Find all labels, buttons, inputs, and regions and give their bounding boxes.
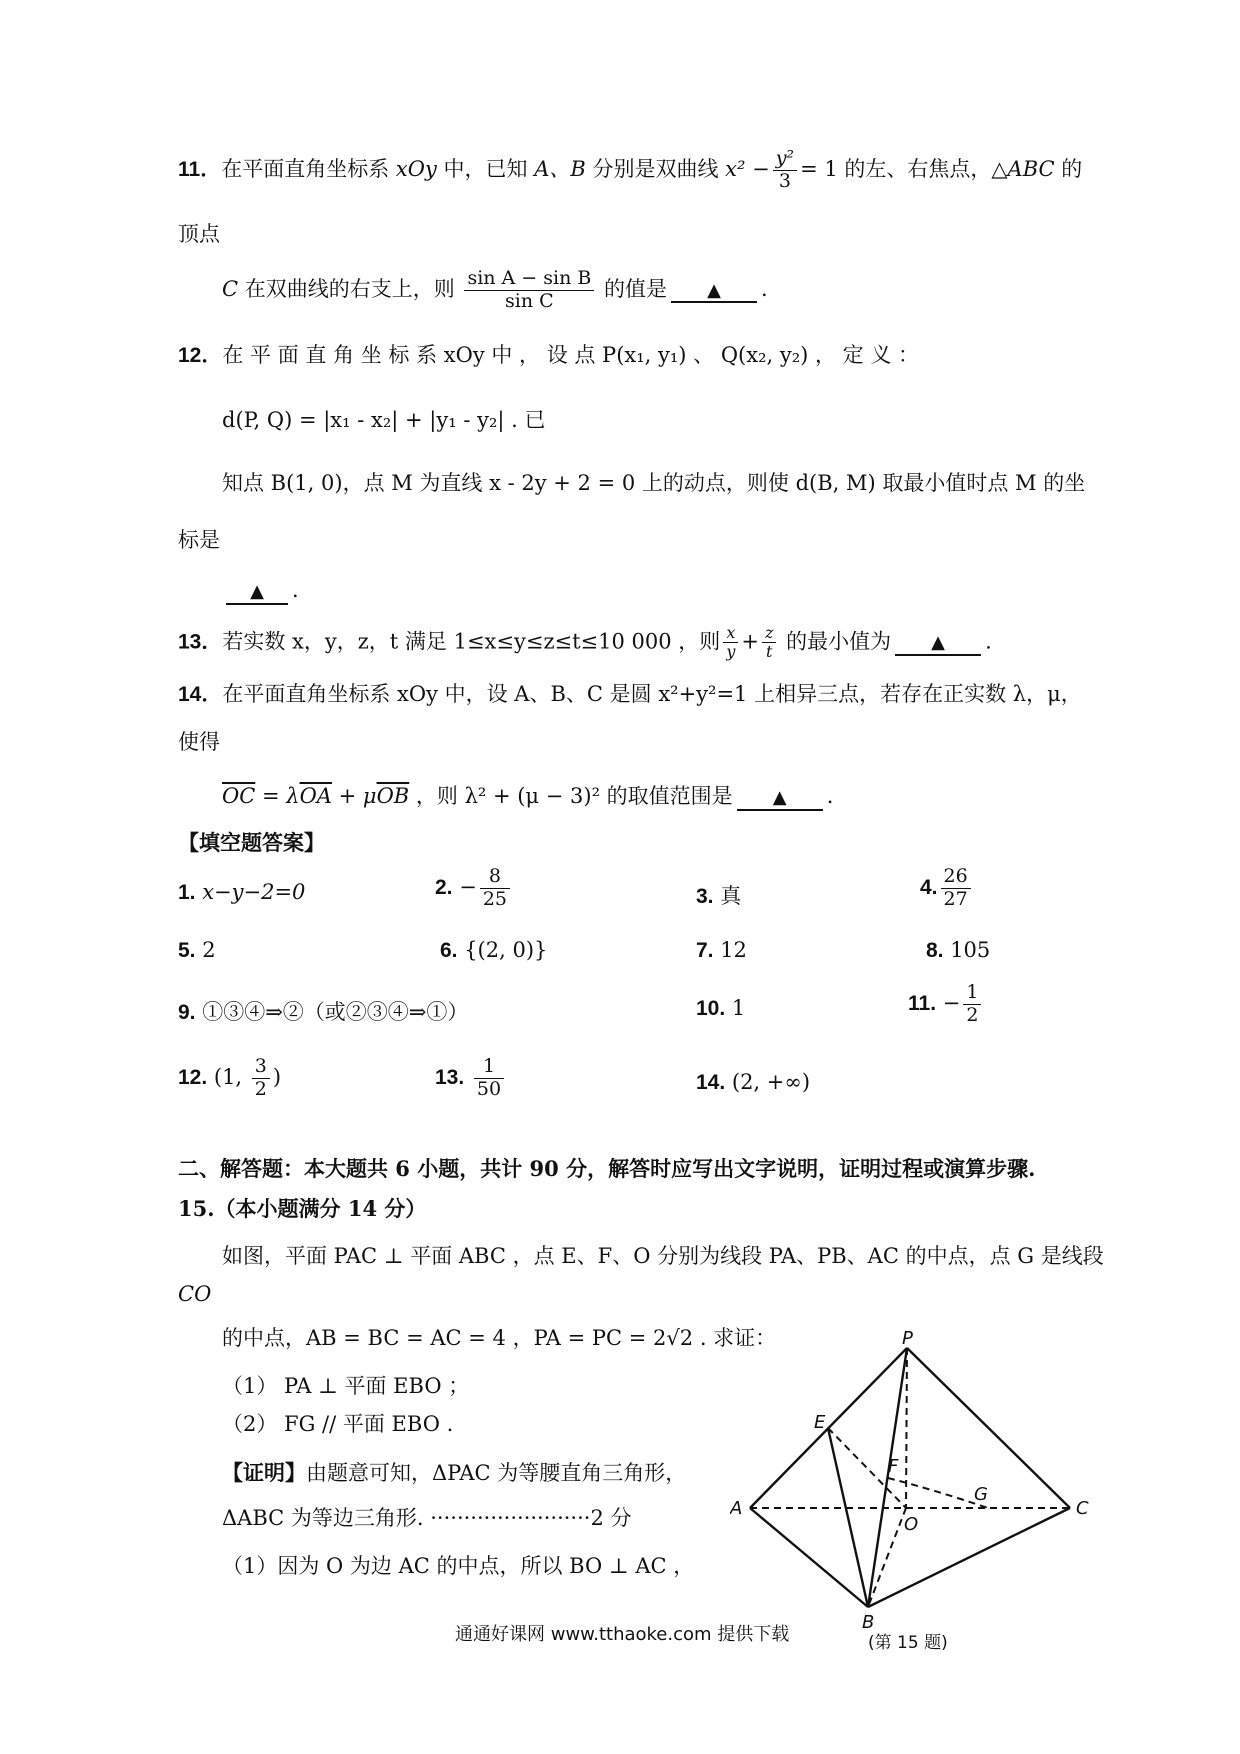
answer-4-num: 4. — [920, 875, 938, 899]
answer-2-sign: − — [459, 874, 477, 899]
answer-12-frac-den: 2 — [254, 1077, 267, 1100]
answer-12-frac — [252, 1056, 270, 1101]
answer-10-num: 10. — [696, 997, 726, 1020]
answer-12-frac-num: 3 — [252, 1056, 270, 1079]
answer-14 — [696, 1070, 810, 1095]
q13-plus: + — [741, 629, 759, 654]
label-g: G — [974, 1484, 988, 1505]
q11-answer-blank: ▲ — [671, 280, 757, 304]
segment-fg — [888, 1478, 988, 1508]
q12-line3: 知点 B(1, 0)，点 M 为直线 x - 2y + 2 = 0 上的动点，则使 d(B, M) 取最小值时点 M 的坐 — [222, 471, 1086, 495]
q11-line3-b: 的值是 — [597, 276, 668, 301]
answer-8-num: 8. — [926, 939, 944, 962]
answer-13 — [435, 1056, 507, 1101]
answer-11-frac-den: 2 — [966, 1003, 979, 1026]
answer-6-val: {(2, 0)} — [457, 938, 548, 962]
answer-2 — [435, 866, 513, 911]
edge-pb — [868, 1348, 907, 1607]
answer-2-num: 2. — [435, 875, 453, 899]
answer-11 — [908, 982, 984, 1027]
q11-frac2-den: sin C — [505, 289, 554, 312]
q12-end: . — [292, 578, 299, 602]
q14-line3 — [222, 784, 833, 811]
q14-eq2: + μ — [331, 784, 377, 808]
answer-14-num: 14. — [696, 1071, 726, 1094]
answer-7 — [696, 938, 747, 963]
answer-3-num: 3. — [696, 885, 714, 908]
q14-number: 14． — [178, 683, 223, 706]
q14-vec-ob: $\overline{OB}$ — [376, 784, 410, 808]
q13-number: 13． — [178, 630, 223, 654]
answer-1 — [178, 880, 305, 905]
q12-line1 — [178, 343, 919, 368]
q14-end: . — [826, 784, 834, 808]
answer-4-frac-den: 27 — [943, 887, 968, 910]
answer-10 — [696, 996, 745, 1021]
answer-3-val: 真 — [713, 884, 742, 908]
q14-answer-blank: ▲ — [737, 787, 823, 811]
q13-line — [178, 624, 992, 662]
answer-8-val: 105 — [943, 938, 991, 962]
q11-number: 11． — [178, 157, 222, 181]
q11-line3 — [222, 268, 768, 313]
answer-2-frac-num: 8 — [480, 866, 510, 889]
answer-5-num: 5. — [178, 939, 196, 962]
q13-text-a: 若实数 x，y，z，t 满足 1≤x≤y≤z≤t≤10 000 ，则 — [222, 629, 721, 654]
segment-po — [906, 1348, 907, 1508]
segment-eb — [828, 1428, 868, 1607]
figure-caption: (第 15 题) — [868, 1633, 948, 1653]
q15-title: 15.（本小题满分 14 分） — [178, 1196, 427, 1221]
q15-proof1 — [222, 1460, 686, 1486]
answer-5 — [178, 938, 216, 963]
label-e: E — [814, 1412, 826, 1433]
edge-pc — [907, 1348, 1070, 1508]
q15-line1b: CO — [178, 1282, 212, 1306]
answer-6-num: 6. — [440, 939, 458, 962]
q12-line2: d(P, Q) = |x₁ - x₂| + |y₁ - y₂| . 已 — [222, 408, 546, 432]
q11-var-xoy: xOy — [395, 156, 437, 181]
answer-9-val: ①③④⇒②（或②③④⇒①） — [195, 1000, 469, 1024]
answer-3 — [696, 880, 741, 910]
label-f: F — [888, 1456, 899, 1477]
q11-text-b: 中，已知 — [436, 156, 535, 181]
label-a: A — [730, 1498, 743, 1519]
q14-text-1: 在平面直角坐标系 xOy 中，设 A、B、C 是圆 x²+y²=1 上相异三点，若存在正实数 λ，μ， — [222, 682, 1082, 706]
answer-12 — [178, 1056, 281, 1101]
q11-text-d: 的左、右焦点，△ — [837, 156, 1008, 181]
answer-11-frac — [963, 982, 981, 1027]
answer-1-val: x−y−2=0 — [195, 880, 306, 904]
q12-answer-blank: ▲ — [226, 581, 288, 605]
answer-13-frac-den: 50 — [476, 1077, 502, 1100]
q11-frac-den: 3 — [778, 169, 791, 192]
answer-2-frac — [480, 866, 510, 911]
q11-eq-right: = 1 — [800, 156, 838, 181]
answer-2-frac-den: 25 — [482, 887, 507, 910]
q14-line1 — [178, 682, 1082, 707]
answer-13-frac — [474, 1056, 504, 1101]
q15-proof1-text: 由题意可知，ΔPAC 为等腰直角三角形， — [306, 1461, 687, 1485]
answer-13-frac-num: 1 — [474, 1056, 504, 1079]
geometry-figure — [730, 1330, 1100, 1630]
answer-4-frac — [941, 866, 971, 911]
part2-heading: 二、解答题：本大题共 6 小题，共计 90 分，解答时应写出文字说明，证明过程或演算步骤. — [178, 1156, 1036, 1181]
page-footer: 通通好课网 www.tthaoke.com 提供下载 — [455, 1624, 790, 1645]
q14-line2: 使得 — [178, 730, 220, 754]
label-b: B — [862, 1612, 875, 1630]
q15-proof2: ΔABC 为等边三角形. ························2 分 — [222, 1506, 632, 1530]
answer-10-val: 1 — [725, 996, 746, 1020]
q11-var-c: C — [222, 276, 239, 301]
q13-end: . — [985, 629, 992, 654]
q11-var-abc: ABC — [1007, 156, 1055, 181]
q11-var-ab: A、B — [534, 156, 586, 181]
label-c: C — [1076, 1498, 1089, 1519]
q13-frac1-num: x — [723, 624, 738, 643]
q15-item1: （1） PA ⊥ 平面 EBO ； — [222, 1374, 470, 1398]
q15-proof3: （1）因为 O 为边 AC 的中点，所以 BO ⊥ AC ， — [222, 1554, 695, 1578]
answer-11-frac-num: 1 — [963, 982, 981, 1005]
q14-vec-oc: $\overline{OC}$ — [222, 784, 256, 808]
answer-12-num: 12. — [178, 1065, 208, 1089]
q11-text-e: 的 — [1054, 156, 1083, 181]
q11-frac2-num: sin A − sin B — [464, 268, 594, 291]
q15-item2: （2） FG // 平面 EBO . — [222, 1412, 454, 1436]
answer-11-sign: − — [942, 990, 961, 1015]
q14-text-3: ，则 λ² + (μ − 3)² 的取值范围是 — [409, 784, 733, 808]
answer-12-post: ) — [272, 1064, 282, 1089]
q11-line3-a: 在双曲线的右支上，则 — [238, 276, 462, 301]
q15-proof-tag: 【证明】 — [222, 1460, 306, 1485]
answer-12-pre: (1, — [207, 1064, 249, 1089]
q13-answer-blank: ▲ — [895, 632, 981, 656]
answer-1-num: 1. — [178, 881, 196, 904]
q12-number: 12． — [178, 344, 223, 367]
q11-line1 — [178, 148, 1082, 193]
answer-8 — [926, 938, 990, 963]
q14-eq1: = λ — [255, 784, 300, 808]
q15-line1: 如图，平面 PAC ⊥ 平面 ABC ，点 E、F、O 分别为线段 PA、PB、AC 的中点，点 G 是线段 — [222, 1244, 1104, 1268]
q14-vec-oa: $\overline{OA}$ — [299, 784, 332, 808]
q11-fraction2 — [464, 268, 594, 313]
q11-text-a: 在平面直角坐标系 — [221, 156, 396, 181]
q15-line2: 的中点，AB = BC = AC = 4 ，PA = PC = 2√2 . 求证： — [222, 1326, 777, 1350]
q11-eq-left: x² − — [725, 156, 770, 181]
answer-7-num: 7. — [696, 939, 714, 962]
q12-text-1: 在 平 面 直 角 坐 标 系 xOy 中 ， 设 点 P(x₁, y₁) 、 Q(x₂, y₂) ， 定 义 ： — [222, 343, 920, 367]
q13-frac2 — [762, 624, 776, 662]
q11-text-c: 分别是双曲线 — [585, 156, 726, 181]
answer-13-num: 13. — [435, 1065, 465, 1089]
answer-14-val: (2, +∞) — [725, 1070, 811, 1094]
answer-5-val: 2 — [195, 938, 216, 962]
answer-4-frac-num: 26 — [941, 866, 971, 889]
label-o: O — [904, 1514, 919, 1535]
answer-11-num: 11. — [908, 991, 937, 1015]
q12-line5 — [222, 578, 299, 605]
q11-fraction — [773, 148, 797, 193]
answers-heading: 【填空题答案】 — [178, 830, 325, 855]
q13-frac2-den: t — [765, 642, 773, 662]
answer-4 — [920, 866, 974, 911]
q11-end: . — [761, 276, 768, 301]
answer-6 — [440, 938, 547, 963]
q13-frac1 — [723, 624, 738, 662]
answer-9 — [178, 996, 468, 1026]
answer-7-val: 12 — [713, 938, 747, 962]
answer-9-num: 9. — [178, 1001, 196, 1024]
q11-frac-num: y² — [773, 148, 797, 171]
q13-text-b: 的最小值为 — [779, 629, 892, 654]
q13-frac1-den: y — [726, 642, 736, 662]
q12-line4: 标是 — [178, 528, 220, 552]
q13-frac2-num: z — [762, 624, 776, 643]
label-p: P — [902, 1330, 913, 1349]
q11-line2: 顶点 — [178, 222, 220, 246]
edge-bc — [868, 1508, 1070, 1607]
